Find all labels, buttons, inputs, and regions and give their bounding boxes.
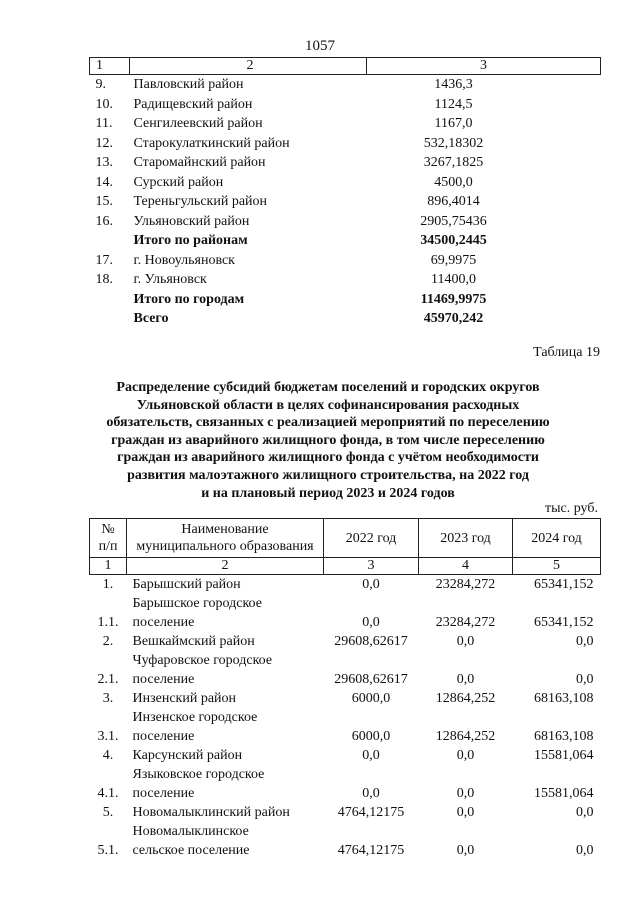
- units-label: тыс. руб.: [545, 501, 598, 516]
- table-row: [90, 75, 601, 95]
- row-number: 2.1.: [97, 672, 119, 687]
- row-name: [127, 765, 324, 803]
- column-number-cell: 3: [367, 58, 601, 75]
- row-name: Павловский район: [133, 77, 244, 92]
- table-row: [90, 134, 601, 154]
- column-number-row: [90, 58, 601, 75]
- page-number: 1057: [305, 38, 335, 54]
- row-value: 34500,2445: [420, 233, 487, 248]
- total-row: [90, 231, 601, 251]
- row-number: 4.: [102, 748, 114, 763]
- row-number: 5.: [102, 805, 114, 820]
- row-number: 4.1.: [97, 786, 119, 801]
- subsidy-continuation-table: [89, 57, 601, 329]
- row-name: Радищевский район: [133, 96, 253, 112]
- value-2022: 29608,62617: [334, 672, 408, 687]
- total-row: [90, 309, 601, 329]
- value-2024: 65341,152: [534, 577, 594, 592]
- value-2024: 0,0: [576, 672, 594, 687]
- value-2023: 23284,272: [435, 615, 496, 630]
- header-text: №: [101, 522, 115, 537]
- table-row: [90, 651, 601, 689]
- table-row: [90, 632, 601, 651]
- table-title: [88, 379, 568, 502]
- row-name: Ульяновский район: [133, 213, 250, 229]
- row-number: 16.: [95, 213, 113, 229]
- header-cell-name: [127, 519, 324, 558]
- row-value: 2905,75436: [420, 213, 487, 229]
- value-2022: 0,0: [362, 786, 380, 801]
- table-row: [90, 822, 601, 860]
- row-number: 2.: [102, 634, 114, 649]
- row-value: 11400,0: [431, 272, 476, 287]
- row-number: 3.1.: [97, 729, 119, 744]
- row-name: [127, 632, 324, 651]
- row-value: 45970,242: [423, 311, 484, 326]
- value-2023: 12864,252: [435, 729, 496, 744]
- row-name: [127, 689, 324, 708]
- value-2022: 6000,0: [351, 729, 391, 744]
- row-name-line: поселение: [132, 729, 195, 744]
- row-name: Всего: [133, 311, 169, 326]
- row-name: Итого по районам: [133, 233, 248, 248]
- title-line: Ульяновской области в целях софинансирования расходных: [136, 397, 520, 413]
- table-header-row: [90, 519, 601, 558]
- table-row: [90, 803, 601, 822]
- row-name: [127, 594, 324, 632]
- table-row: [90, 95, 601, 115]
- value-2024: 65341,152: [534, 615, 594, 630]
- row-name-line: сельское поселение: [132, 843, 250, 858]
- column-number-cell: 2: [127, 558, 324, 575]
- column-number-cell: 2: [130, 58, 367, 75]
- row-name: Тереньгульский район: [133, 194, 268, 209]
- row-name: Итого по городам: [133, 291, 245, 307]
- row-number: 14.: [95, 174, 113, 190]
- column-number-cell: 3: [324, 558, 419, 575]
- value-2024: 15581,064: [534, 748, 594, 763]
- table-row: [90, 251, 601, 271]
- value-2022: 0,0: [362, 748, 380, 763]
- row-value: 4500,0: [434, 174, 473, 190]
- row-number: 1.: [102, 577, 114, 592]
- value-2024: 0,0: [576, 843, 594, 858]
- header-cell-2022: 2022 год: [324, 519, 419, 558]
- row-name-line: Чуфаровское городское: [132, 653, 273, 668]
- title-line: граждан из аварийного жилищного фонда с учётом необходимости: [117, 450, 539, 466]
- title-line: обязательств, связанных с реализацией мероприятий по переселению: [106, 415, 550, 431]
- value-2024: 0,0: [576, 634, 594, 649]
- value-2024: 15581,064: [534, 786, 594, 801]
- row-number: 5.1.: [97, 843, 119, 858]
- row-name: [127, 708, 324, 746]
- row-name-line: Барышское городское: [132, 596, 262, 611]
- row-number: [90, 309, 130, 329]
- column-number-cell: 1: [90, 58, 130, 75]
- table-label: Таблица 19: [533, 345, 600, 360]
- row-name: Сенгилеевский район: [133, 116, 263, 131]
- value-2024: 68163,108: [534, 729, 594, 744]
- value-2022: 0,0: [362, 615, 380, 630]
- row-name-line: Вешкаймский район: [132, 634, 255, 649]
- row-number: 12.: [95, 135, 113, 151]
- row-name: Сурский район: [133, 174, 224, 190]
- title-line: и на плановый период 2023 и 2024 годов: [201, 485, 455, 501]
- row-name-line: Инзенское городское: [132, 710, 258, 725]
- row-number: 18.: [95, 272, 113, 287]
- row-name-line: Новомалыклинское: [132, 824, 249, 839]
- table-row: [90, 270, 601, 290]
- row-number: 13.: [95, 155, 113, 170]
- header-text: п/п: [98, 539, 118, 554]
- row-value: 1167,0: [434, 116, 473, 131]
- value-2023: 23284,272: [435, 577, 496, 592]
- row-number: 15.: [95, 194, 113, 209]
- table-row: [90, 212, 601, 232]
- row-name: Старомайнский район: [133, 155, 266, 170]
- table-row: [90, 575, 601, 595]
- value-2023: 0,0: [456, 672, 475, 687]
- value-2023: 0,0: [456, 748, 475, 763]
- value-2022: 4764,12175: [337, 805, 405, 820]
- value-2023: 0,0: [456, 805, 475, 820]
- table-row: [90, 114, 601, 134]
- value-2024: 68163,108: [534, 691, 594, 706]
- row-value: 69,9975: [430, 252, 477, 268]
- row-number: 1.1.: [97, 615, 119, 630]
- row-value: 532,18302: [423, 135, 484, 151]
- row-value: 1436,3: [434, 77, 473, 92]
- row-name-line: Языковское городское: [132, 767, 265, 782]
- title-line: развития малоэтажного жилищного строительства, на 2022 год: [127, 467, 529, 483]
- row-value: 3267,1825: [423, 155, 484, 170]
- column-number-cell: 4: [419, 558, 513, 575]
- column-number-row: [90, 558, 601, 575]
- title-line: Распределение субсидий бюджетам поселений и городских округов: [116, 380, 540, 395]
- value-2024: 0,0: [576, 805, 594, 820]
- row-number: 9.: [95, 77, 106, 92]
- row-name: [127, 746, 324, 765]
- header-cell-2023: 2023 год: [419, 519, 513, 558]
- table-row: [90, 689, 601, 708]
- table-row: [90, 173, 601, 193]
- row-number: 17.: [95, 252, 113, 268]
- title-line: граждан из аварийного жилищного фонда, в том числе переселению: [111, 432, 545, 448]
- row-number: 3.: [102, 691, 114, 706]
- row-name: [127, 575, 324, 595]
- header-text: Наименование: [181, 522, 269, 537]
- value-2023: 12864,252: [435, 691, 496, 706]
- table-row: [90, 153, 601, 173]
- value-2022: 6000,0: [351, 691, 391, 706]
- header-cell-2024: 2024 год: [513, 519, 601, 558]
- column-number-cell: 5: [513, 558, 601, 575]
- row-name-line: Карсунский район: [132, 748, 243, 763]
- row-number: 11.: [95, 116, 113, 131]
- table-row: [90, 192, 601, 212]
- value-2022: 0,0: [362, 577, 380, 592]
- row-name: г. Ульяновск: [133, 272, 207, 287]
- value-2022: 4764,12175: [337, 843, 405, 858]
- table-row: [90, 708, 601, 746]
- column-number-cell: 1: [90, 558, 127, 575]
- value-2022: 29608,62617: [334, 634, 408, 649]
- subsidy-distribution-table: [89, 518, 601, 860]
- value-2023: 0,0: [456, 786, 475, 801]
- row-name-line: поселение: [132, 615, 195, 630]
- table-row: [90, 765, 601, 803]
- value-2023: 0,0: [456, 634, 475, 649]
- header-text: муниципального образования: [136, 539, 314, 554]
- header-cell-number: [90, 519, 127, 558]
- row-name: [127, 822, 324, 860]
- row-name-line: Барышский район: [132, 577, 241, 592]
- row-value: 1124,5: [434, 96, 473, 112]
- row-name: Старокулаткинский район: [133, 135, 290, 151]
- row-value: 11469,9975: [420, 291, 487, 307]
- row-name-line: Новомалыклинский район: [132, 805, 290, 820]
- row-value: 896,4014: [427, 194, 480, 209]
- row-name-line: Инзенский район: [132, 691, 237, 706]
- row-name: [127, 651, 324, 689]
- row-name: [127, 803, 324, 822]
- row-name-line: поселение: [132, 672, 195, 687]
- value-2023: 0,0: [456, 843, 475, 858]
- row-name-line: поселение: [132, 786, 195, 801]
- table-row: [90, 594, 601, 632]
- row-name: г. Новоульяновск: [133, 252, 235, 268]
- row-number: [90, 231, 130, 251]
- row-number: 10.: [95, 96, 113, 112]
- total-row: [90, 290, 601, 310]
- row-number: [90, 290, 130, 310]
- table-row: [90, 746, 601, 765]
